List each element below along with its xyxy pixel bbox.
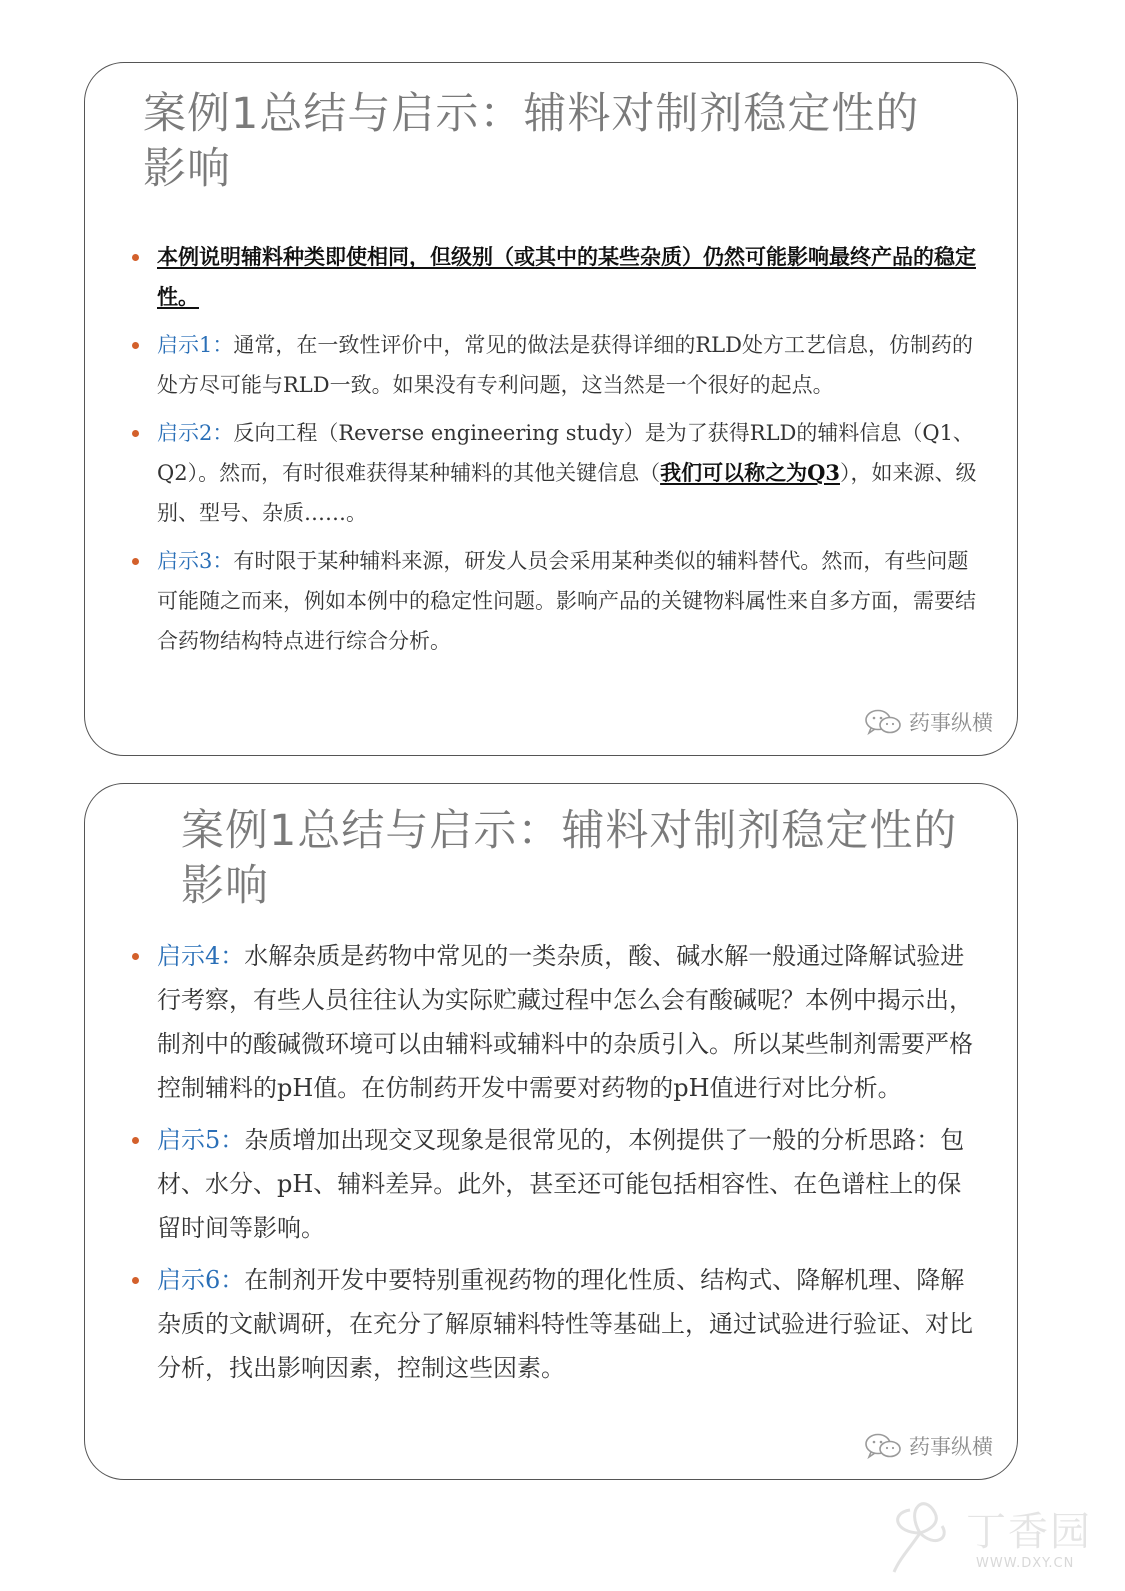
insight-text: 反向工程（Reverse engineering study）是为了获得RLD的辅料信息（Q1、Q2）。然而，有时很难获得某种辅料的其他关键信息（ — [157, 421, 974, 485]
insight-label: 启示3： — [157, 549, 234, 573]
logo-url: WWW.DXY.CN — [976, 1556, 1075, 1571]
insight-text: 水解杂质是药物中常见的一类杂质，酸、碱水解一般通过降解试验进行考察，有些人员往往认为实际贮藏过程中怎么会有酸碱呢？本例中揭示出，制剂中的酸碱微环境可以由辅料或辅料中的杂质引入。所以某些制剂需要严格控制辅料的pH值。在仿制药开发中需要对药物的pH值进行对比分析。 — [157, 942, 973, 1102]
insight-label: 启示1： — [157, 333, 234, 357]
slide-card-2 — [84, 783, 1018, 1480]
wechat-watermark — [863, 707, 993, 737]
insight-text: 有时限于某种辅料来源，研发人员会采用某种类似的辅料替代。然而，有些问题可能随之而来，例如本例中的稳定性问题。影响产品的关键物料属性来自多方面，需要结合药物结构特点进行综合分析。 — [157, 549, 976, 653]
summary-emphasis: 本例说明辅料种类即使相同，但级别（或其中的某些杂质）仍然可能影响最终产品的稳定性。 — [157, 244, 976, 309]
watermark-text: 药事纵横 — [909, 711, 993, 735]
watermark-text: 药事纵横 — [909, 1435, 993, 1459]
bullet-dot-icon — [132, 558, 139, 565]
bullet-dot-icon — [132, 254, 139, 261]
wechat-icon — [863, 1432, 903, 1460]
slide-title: 案例1总结与启示：辅料对制剂稳定性的影响 — [143, 89, 920, 194]
clove-flower-icon — [880, 1488, 960, 1578]
bullet-list — [157, 934, 977, 1398]
insight-label: 启示6： — [157, 1266, 245, 1294]
list-item — [157, 1118, 977, 1250]
insight-text-tail: ），如来源、级别、型号、杂质……。 — [157, 461, 977, 525]
list-item — [157, 1258, 977, 1390]
list-item — [157, 237, 977, 317]
list-item — [157, 934, 977, 1110]
insight-emphasis: 我们可以称之为Q3 — [660, 460, 840, 485]
wechat-watermark — [863, 1431, 993, 1461]
bullet-dot-icon — [132, 953, 139, 960]
insight-label: 启示5： — [157, 1126, 245, 1154]
list-item — [157, 325, 977, 405]
insight-label: 启示2： — [157, 421, 234, 445]
logo-name: 丁香园 — [966, 1509, 1092, 1555]
slide-title: 案例1总结与启示：辅料对制剂稳定性的影响 — [181, 806, 958, 911]
list-item — [157, 413, 977, 533]
wechat-icon — [863, 708, 903, 736]
bullet-list — [157, 237, 977, 669]
insight-text: 在制剂开发中要特别重视药物的理化性质、结构式、降解机理、降解杂质的文献调研，在充分了解原辅料特性等基础上，通过试验进行验证、对比分析，找出影响因素，控制这些因素。 — [157, 1266, 973, 1382]
insight-text: 通常，在一致性评价中，常见的做法是获得详细的RLD处方工艺信息，仿制药的处方尽可能与RLD一致。如果没有专利问题，这当然是一个很好的起点。 — [157, 333, 973, 397]
insight-text: 杂质增加出现交叉现象是很常见的，本例提供了一般的分析思路：包材、水分、pH、辅料差异。此外，甚至还可能包括相容性、在色谱柱上的保留时间等影响。 — [157, 1126, 965, 1242]
slide-card-1 — [84, 62, 1018, 756]
dxy-logo — [880, 1488, 1110, 1584]
insight-label: 启示4： — [157, 942, 245, 970]
bullet-dot-icon — [132, 1277, 139, 1284]
list-item — [157, 541, 977, 661]
bullet-dot-icon — [132, 1137, 139, 1144]
bullet-dot-icon — [132, 430, 139, 437]
bullet-dot-icon — [132, 342, 139, 349]
